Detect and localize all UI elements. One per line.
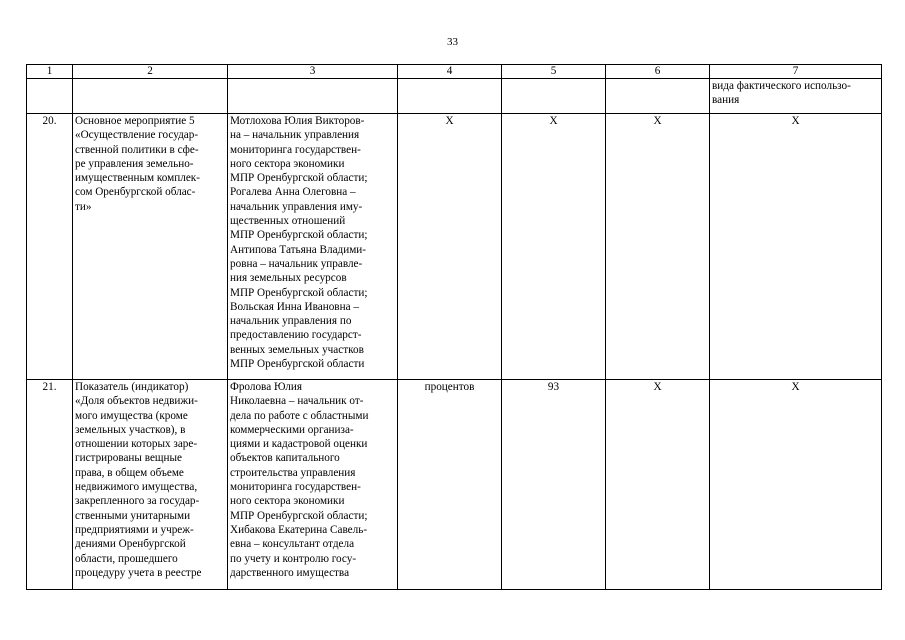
page-number: 33 — [447, 36, 458, 48]
program-table — [26, 64, 882, 590]
cell-empty — [228, 79, 398, 114]
row-col5: 93 — [502, 380, 606, 590]
cell-empty — [73, 79, 228, 114]
header-col-5: 5 — [502, 65, 606, 79]
cell-empty — [606, 79, 710, 114]
row-number: 21. — [27, 380, 73, 590]
header-col-4: 4 — [398, 65, 502, 79]
row-col6: Х — [606, 380, 710, 590]
row-name: Показатель (индикатор) «Доля объектов недвижи- мого имущества (кроме земельных участков), в отношении которых заре- гистрированы вещные права, в общем объеме недвижимого имущества, закрепленного за государ- ственными унитарными предприятиями и учреж- дениями Оренбургской области, прошедшего процедуру учета в реестре — [73, 380, 228, 590]
row-col7: Х — [710, 114, 882, 380]
header-col-6: 6 — [606, 65, 710, 79]
row-number: 20. — [27, 114, 73, 380]
row-responsible: Мотлохова Юлия Викторов- на – начальник управления мониторинга государствен- ного сектора экономики МПР Оренбургской области; Рогалева Анна Олеговна – начальник управления иму- щественных отношений МПР Оренбургской области; Антипова Татьяна Владими- ровна – начальник управле- ния земельных ресурсов МПР Оренбургской области; Вольская Инна Ивановна – начальник управления по предоставлению государст- венных земельных участков МПР Оренбургской области — [228, 114, 398, 380]
row-col6: Х — [606, 114, 710, 380]
cell-empty — [502, 79, 606, 114]
header-col-1: 1 — [27, 65, 73, 79]
header-col-2: 2 — [73, 65, 228, 79]
row-col5: Х — [502, 114, 606, 380]
header-row — [27, 65, 882, 79]
continuation-text: вида фактического использо- вания — [710, 79, 882, 114]
row-col4: процентов — [398, 380, 502, 590]
cell-empty — [398, 79, 502, 114]
row-col4: Х — [398, 114, 502, 380]
table-row — [27, 114, 882, 380]
cell-empty — [27, 79, 73, 114]
row-responsible: Фролова Юлия Николаевна – начальник от- дела по работе с областными коммерческими организа- циями и кадастровой оценки объектов капитального строительства управления мониторинга государствен- ного сектора экономики МПР Оренбургской области; Хибакова Екатерина Савель- евна – консультант отдела по учету и контролю госу- дарственного имущества — [228, 380, 398, 590]
continuation-row — [27, 79, 882, 114]
table-row — [27, 380, 882, 590]
row-name: Основное мероприятие 5 «Осуществление государ- ственной политики в сфе- ре управления земельно- имущественным комплек- сом Оренбургской облас- ти» — [73, 114, 228, 380]
header-col-3: 3 — [228, 65, 398, 79]
row-col7: Х — [710, 380, 882, 590]
header-col-7: 7 — [710, 65, 882, 79]
